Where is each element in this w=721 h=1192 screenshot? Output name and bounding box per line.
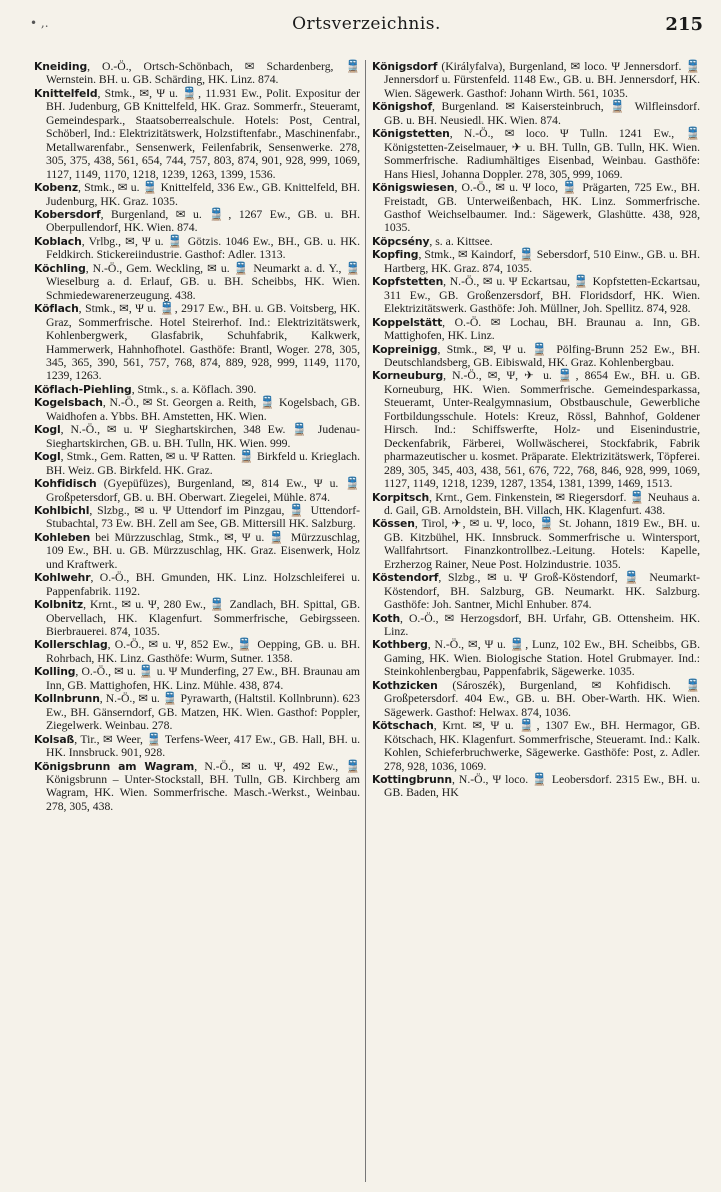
entry-text: , Tir., ✉ Weer, 🚆 Terfens-Weer, 417 Ew., GB. Hall, BH. u. HK. Innsbruck. 901, 928. <box>46 732 360 760</box>
entry-headword: Kneiding <box>34 60 88 73</box>
entry-text: , Stmk., ✉, Ψ u. 🚆, 11.931 Ew., Polit. Expositur der BH. Judenburg, GB Knittelfeld, HK. Graz. Sommerfr., Steueramt, Gemeindespark., Staatsoberrealschule. Hotels: Post, Central, Schöberl, Ind.: Elektrizitätswerk, Holzstiftenfabr., Maschinenfabr., Metallwarenfabr., Sensenwerk, Feilenfabrik, Sensenwerke. 278, 305, 375, 438, 561, 654, 744, 757, 803, 874, 901, 928, 999, 1069, 1127, 1149, 1170, 1218, 1239, 1263, 1399, 1536. <box>46 86 360 181</box>
right-column <box>372 60 700 800</box>
column-divider <box>365 60 366 1182</box>
entry-text: , N.-Ö., ✉, Ψ, ✈ u. 🚆, 8654 Ew., BH. u. GB. Korneuburg, HK. Wien. Sommerfrische. Gemeindesparkassa, Steueramt, Unter-Realgymnasium, Obstbauschule, Gewerbliche Fortbildungsschule. Hotels: Kreuz, Rössl, Bahnhof, Goldener Hirsch. Ind.: Schiffswerfte, Holz- und Eisenindustrie, Deckenfabrik, Färberei, Wollwäscherei, Stockfabrik, Fabrik pharmazeutischer u. kosmet. Präparate. Elektrizitätswerk, Töpferei. 289, 305, 345, 403, 438, 561, 676, 722, 768, 846, 928, 999, 1069, 1127, 1149, 1218, 1239, 1287, 1354, 1381, 1399, 1469, 1513. <box>384 369 700 491</box>
entry-text: , Krnt. ✉, Ψ u. 🚆, 1307 Ew., BH. Hermagor, GB. Kötschach, HK. Klagenfurt. Sommerfrische, Steueramt. Ind.: Kalk. Kohlen, Schieferbruchwerke, Sägewerke. Gasthöfe: Post, z. Adler. 278, 928, 1036, 1069. <box>384 719 700 773</box>
gazetteer-entry <box>34 477 360 504</box>
gazetteer-entry <box>372 127 700 181</box>
entry-text: , Stmk., s. a. Köflach. 390. <box>131 382 257 396</box>
entry-text: , O.-Ö., ✉ u. Ψ, 852 Ew., 🚆 Oepping, GB. u. BH. Rohrbach, HK. Linz. Gasthöfe: Wurm, Sutner. 1358. <box>46 638 360 665</box>
entry-text: , Stmk., Gem. Ratten, ✉ u. Ψ Ratten. 🚆 Birkfeld u. Krieglach. BH. Weiz. GB. Birkfeld. HK. Graz. <box>46 450 360 477</box>
entry-text: , N.-Ö., ✉ loco. Ψ Tulln. 1241 Ew., 🚆 Königstetten-Zeiselmauer, ✈ u. BH. Tulln, GB. Tulln, HK. Wien. Sommerfrische. Radiumhältiges Eisenbad, Weinbau. Gasthöfe: Hans Hiesl, Johanna Doppler. 278, 305, 999, 1069. <box>384 127 700 181</box>
entry-text: , N.-Ö., Ψ loco. 🚆 Leobersdorf. 2315 Ew., BH. u. GB. Baden, HK <box>384 773 700 800</box>
entry-text: , Krnt., Gem. Finkenstein, ✉ Riegersdorf. 🚆 Neuhaus a. d. Gail, GB. Arnoldstein, BH. Villach, HK. Klagenfurt. 438. <box>384 490 700 517</box>
gazetteer-entry <box>34 383 360 396</box>
gazetteer-entry <box>34 262 360 302</box>
gazetteer-entry <box>372 517 700 571</box>
entry-text: , O.-Ö. ✉ Lochau, BH. Braunau a. Inn, GB. Mattighofen, HK. Linz. <box>384 315 700 343</box>
entry-headword: Köstendorf <box>372 571 439 585</box>
gazetteer-entry <box>34 571 360 598</box>
gazetteer-entry <box>372 275 700 315</box>
gazetteer-entry <box>34 87 360 181</box>
entry-text: , Burgenland, ✉ u. 🚆, 1267 Ew., GB. u. BH. Oberpullendorf, HK. Wien. 874. <box>46 207 360 235</box>
entry-headword: Kohleben <box>34 530 91 544</box>
entry-headword: Kopfing <box>372 248 419 262</box>
gazetteer-entry <box>372 773 700 800</box>
entry-headword: Köflach <box>34 302 79 316</box>
page-header <box>30 14 703 38</box>
entry-headword: Königsbrunn am Wagram <box>34 759 195 773</box>
entry-text: bei Mürzzuschlag, Stmk., ✉, Ψ u. 🚆 Mürzzuschlag, 109 Ew., BH. u. GB. Mürzzuschlag, HK. Graz. Eisenwerk, Holz und Kraftwerk. <box>46 530 360 571</box>
entry-headword: Königshof <box>372 100 433 114</box>
entry-text: , N.-Ö., ✉ u. 🚆 Pyrawarth, (Haltstil. Kollnbrunn). 623 Ew., BH. Gänserndorf, GB. Matzen, HK. Wien. Gasthof: Poppler, Ziegelwerk. Weinbau. 278. <box>46 692 360 733</box>
entry-headword: Koppelstätt <box>372 315 443 329</box>
entry-headword: Korneuburg <box>372 369 444 383</box>
entry-headword: Kolbnitz <box>34 598 84 612</box>
entry-headword: Korpitsch <box>372 490 430 504</box>
gazetteer-entry <box>372 719 700 773</box>
gazetteer-entry <box>372 316 700 343</box>
entry-text: , N.-Ö., Gem. Weckling, ✉ u. 🚆 Neumarkt a. d. Y., 🚆 Wieselburg a. d. Erlauf, GB. u. BH. Scheibbs, HK. Wien. Schmiedewarenerzeugung. 438. <box>46 261 360 302</box>
entry-text: , N.-Ö., ✉ u. Ψ Sieghartskirchen, 348 Ew. 🚆 Judenau-Sieghartskirchen, GB. u. BH. Tulln, HK. Wien. 999. <box>46 423 360 450</box>
gazetteer-entry <box>372 679 700 719</box>
entry-headword: Kohlwehr <box>34 571 91 585</box>
entry-headword: Köpcsény <box>372 234 430 248</box>
gazetteer-entry <box>372 491 700 518</box>
page-number: 215 <box>665 14 703 35</box>
entry-text: , N.-Ö., ✉ St. Georgen a. Reith, 🚆 Kogelsbach, GB. Waidhofen a. Ybbs. BH. Amstetten, HK. Wien. <box>46 396 360 423</box>
entry-headword: Kohfidisch <box>34 477 97 491</box>
page-title: Ortsverzeichnis. <box>292 14 441 34</box>
entry-text: , s. a. Kittsee. <box>429 234 493 248</box>
entry-headword: Kogl <box>34 450 61 464</box>
entry-text: , Vrlbg., ✉, Ψ u. 🚆 Götzis. 1046 Ew., BH., GB. u. HK. Feldkirch. Stickereiindustrie. Gasthof: Adler. 1313. <box>46 234 360 262</box>
entry-text: , Stmk., ✉, Ψ u. 🚆 Pölfing-Brunn 252 Ew., BH. Deutschlandsberg, GB. Eibiswald, HK. Graz. Kohlenbergbau. <box>384 342 700 369</box>
entry-text: , Slzbg., ✉ u. Ψ Uttendorf im Pinzgau, 🚆 Uttendorf-Stubachtal, 73 Ew. BH. Zell am See, GB. Mittersill HK. Salzburg. <box>46 503 360 531</box>
entry-text: , O.-Ö., BH. Gmunden, HK. Linz. Holzschleiferei u. Pappenfabrik. 1192. <box>46 571 360 598</box>
gazetteer-entry <box>34 733 360 760</box>
header-marks: • ,. <box>30 16 49 30</box>
gazetteer-entry <box>34 598 360 638</box>
entry-headword: Kottingbrunn <box>372 773 452 787</box>
entry-text: , N.-Ö., ✉ u. Ψ, 492 Ew., 🚆 Königsbrunn – Unter-Stockstall, BH. Tulln, GB. Kirchberg am Wagram, HK. Wien. Sommerfrische. Masch.-Werkst., Weinbau. 278, 305, 438. <box>46 759 360 813</box>
entry-text: , Stmk., ✉, Ψ u. 🚆, 2917 Ew., BH. u. GB. Voitsberg, HK. Graz, Sommerfrische. Hotel Steirerhof. Ind.: Elektrizitätswerk, Kohlenbergwerk, Glasfabrik, Schuhfabrik, Kalkwerk, Hammerwerk, Hahnhofhotel. Gasthöfe: Brantl, Woger. 278, 305, 345, 365, 390, 561, 757, 768, 874, 889, 928, 999, 1149, 1170, 1239, 1263. <box>46 302 360 383</box>
entry-headword: Königstetten <box>372 127 450 141</box>
entry-headword: Kopreinigg <box>372 342 438 356</box>
entry-headword: Kollerschlag <box>34 638 108 652</box>
entry-headword: Königsdorf <box>372 60 438 73</box>
gazetteer-entry <box>372 571 700 611</box>
left-column <box>34 60 360 813</box>
entry-text: , Stmk., ✉ Kaindorf, 🚆 Sebersdorf, 510 Einw., GB. u. BH. Hartberg, HK. Graz. 874, 1035. <box>384 248 700 275</box>
gazetteer-entry <box>34 60 360 87</box>
gazetteer-entry <box>34 208 360 235</box>
entry-headword: Köflach-Piehling <box>34 382 132 396</box>
entry-headword: Kobersdorf <box>34 207 101 221</box>
entry-headword: Kötschach <box>372 719 434 733</box>
gazetteer-entry <box>372 248 700 275</box>
entry-text: , Stmk., ✉ u. 🚆 Knittelfeld, 336 Ew., GB. Knittelfeld, BH. Judenburg, HK. Graz. 1035. <box>46 181 360 208</box>
entry-text: , Krnt., ✉ u. Ψ, 280 Ew., 🚆 Zandlach, BH. Spittal, GB. Obervellach, HK. Klagenfurt. Sommerfrische, Gebirgsseen. Bierbrauerei. 874, 1035. <box>46 598 360 639</box>
entry-text: , Burgenland. ✉ Kaisersteinbruch, 🚆 Wilfleinsdorf. GB. u. BH. Neusiedl. HK. Wien. 874. <box>384 100 700 127</box>
entry-text: (Sároszék), Burgenland, ✉ Kohfidisch. 🚆 Großpetersdorf. 404 Ew., GB. u. BH. Ober-Warth. HK. Wien. Sägewerk. Gasthof: Helwax. 874, 1036. <box>384 678 700 719</box>
gazetteer-entry <box>34 423 360 450</box>
gazetteer-entry <box>34 531 360 571</box>
gazetteer-entry <box>372 638 700 678</box>
gazetteer-entry <box>34 396 360 423</box>
entry-headword: Kobenz <box>34 181 79 195</box>
gazetteer-entry <box>372 343 700 370</box>
entry-headword: Kogelsbach <box>34 396 103 410</box>
entry-headword: Königswiesen <box>372 181 455 195</box>
gazetteer-entry <box>34 450 360 477</box>
entry-text: , O.-Ö., ✉ u. Ψ loco, 🚆 Prägarten, 725 Ew., BH. Freistadt, GB. Unterweißenbach, HK. Linz. Sommerfrische. Gasthof Weichselbaumer. Ind.: Sägewerk, Glashütte. 438, 928, 1035. <box>384 181 700 235</box>
gazetteer-entry <box>34 235 360 262</box>
entry-headword: Kollnbrunn <box>34 692 100 706</box>
entry-headword: Kopfstetten <box>372 275 444 289</box>
entry-text: , Tirol, ✈, ✉ u. Ψ, loco, 🚆 St. Johann, 1819 Ew., BH. u. GB. Kitzbühel, HK. Innsbruck. Sommerfrische u. Wintersport, Wallfahrtsort. Finanzkontrollbez.-Leitung. Hotels: Kapelle, Erzherzog Rainer, Neue Post. Holzindustrie. 1035. <box>384 517 700 571</box>
gazetteer-entry <box>34 692 360 732</box>
gazetteer-entry <box>34 638 360 665</box>
gazetteer-entry <box>372 100 700 127</box>
gazetteer-entry <box>372 612 700 639</box>
gazetteer-entry <box>34 302 360 383</box>
gazetteer-entry <box>372 369 700 490</box>
entry-text: , N.-Ö., ✉ u. Ψ Eckartsau, 🚆 Kopfstetten-Eckartsau, 311 Ew., GB. Großenzersdorf, BH. Floridsdorf, HK. Wien. Elektrizitätswerk. Gasthöfe: Joh. Müllner, Joh. Spellitz. 874, 928. <box>384 275 700 316</box>
entry-headword: Kothberg <box>372 638 428 652</box>
gazetteer-entry <box>372 235 700 248</box>
entry-headword: Kohlbichl <box>34 503 90 517</box>
entry-text: (Királyfalva), Burgenland, ✉ loco. Ψ Jennersdorf. 🚆 Jennersdorf u. Fürstenfeld. 1148 Ew., GB. u. BH. Jennersdorf, HK. Wien. Sägewerk. Gasthof: Johann Wirth. 561, 1035. <box>384 60 700 100</box>
entry-text: , Slzbg., ✉ u. Ψ Groß-Köstendorf, 🚆 Neumarkt-Köstendorf, BH. Salzburg, GB. Neumarkt. HK. Salzburg. Gasthöfe: Joh. Santner, Michl Enhuber. 874. <box>384 571 700 612</box>
gazetteer-entry <box>34 665 360 692</box>
gazetteer-entry <box>34 760 360 814</box>
entry-text: , O.-Ö., ✉ Herzogsdorf, BH. Urfahr, GB. Ottensheim. HK. Linz. <box>384 611 700 639</box>
entry-headword: Kogl <box>34 423 61 437</box>
entry-headword: Kothzicken <box>372 678 438 692</box>
entry-headword: Köchling <box>34 261 86 275</box>
entry-headword: Koblach <box>34 234 82 248</box>
gazetteer-entry <box>372 181 700 235</box>
entry-text: , O.-Ö., ✉ u. 🚆 u. Ψ Munderfing, 27 Ew., BH. Braunau am Inn, GB. Mattighofen, HK. Linz. Mühle. 438, 874. <box>46 665 360 692</box>
entry-headword: Kössen <box>372 517 415 531</box>
entry-headword: Koth <box>372 611 401 625</box>
entry-headword: Knittelfeld <box>34 86 98 100</box>
entry-text: (Gyepüfüzes), Burgenland, ✉, 814 Ew., Ψ u. 🚆 Großpetersdorf, GB. u. BH. Oberwart. Ziegelei, Mühle. 874. <box>46 477 360 504</box>
gazetteer-entry <box>34 504 360 531</box>
entry-headword: Kolsaß <box>34 732 75 746</box>
gazetteer-entry <box>372 60 700 100</box>
entry-text: , N.-Ö., ✉, Ψ u. 🚆, Lunz, 102 Ew., BH. Scheibbs, GB. Gaming, HK. Wien. Biologische Station. Hotel Grubmayer. Ind.: Steinkohlenbergbau, Pappenfabrik, Sägewerke. 1035. <box>384 638 700 679</box>
entry-headword: Kolling <box>34 665 76 679</box>
entry-text: , O.-Ö., Ortsch-Schönbach, ✉ Schardenberg, 🚆 Wernstein. BH. u. GB. Schärding, HK. Linz. 874. <box>46 60 360 87</box>
gazetteer-entry <box>34 181 360 208</box>
